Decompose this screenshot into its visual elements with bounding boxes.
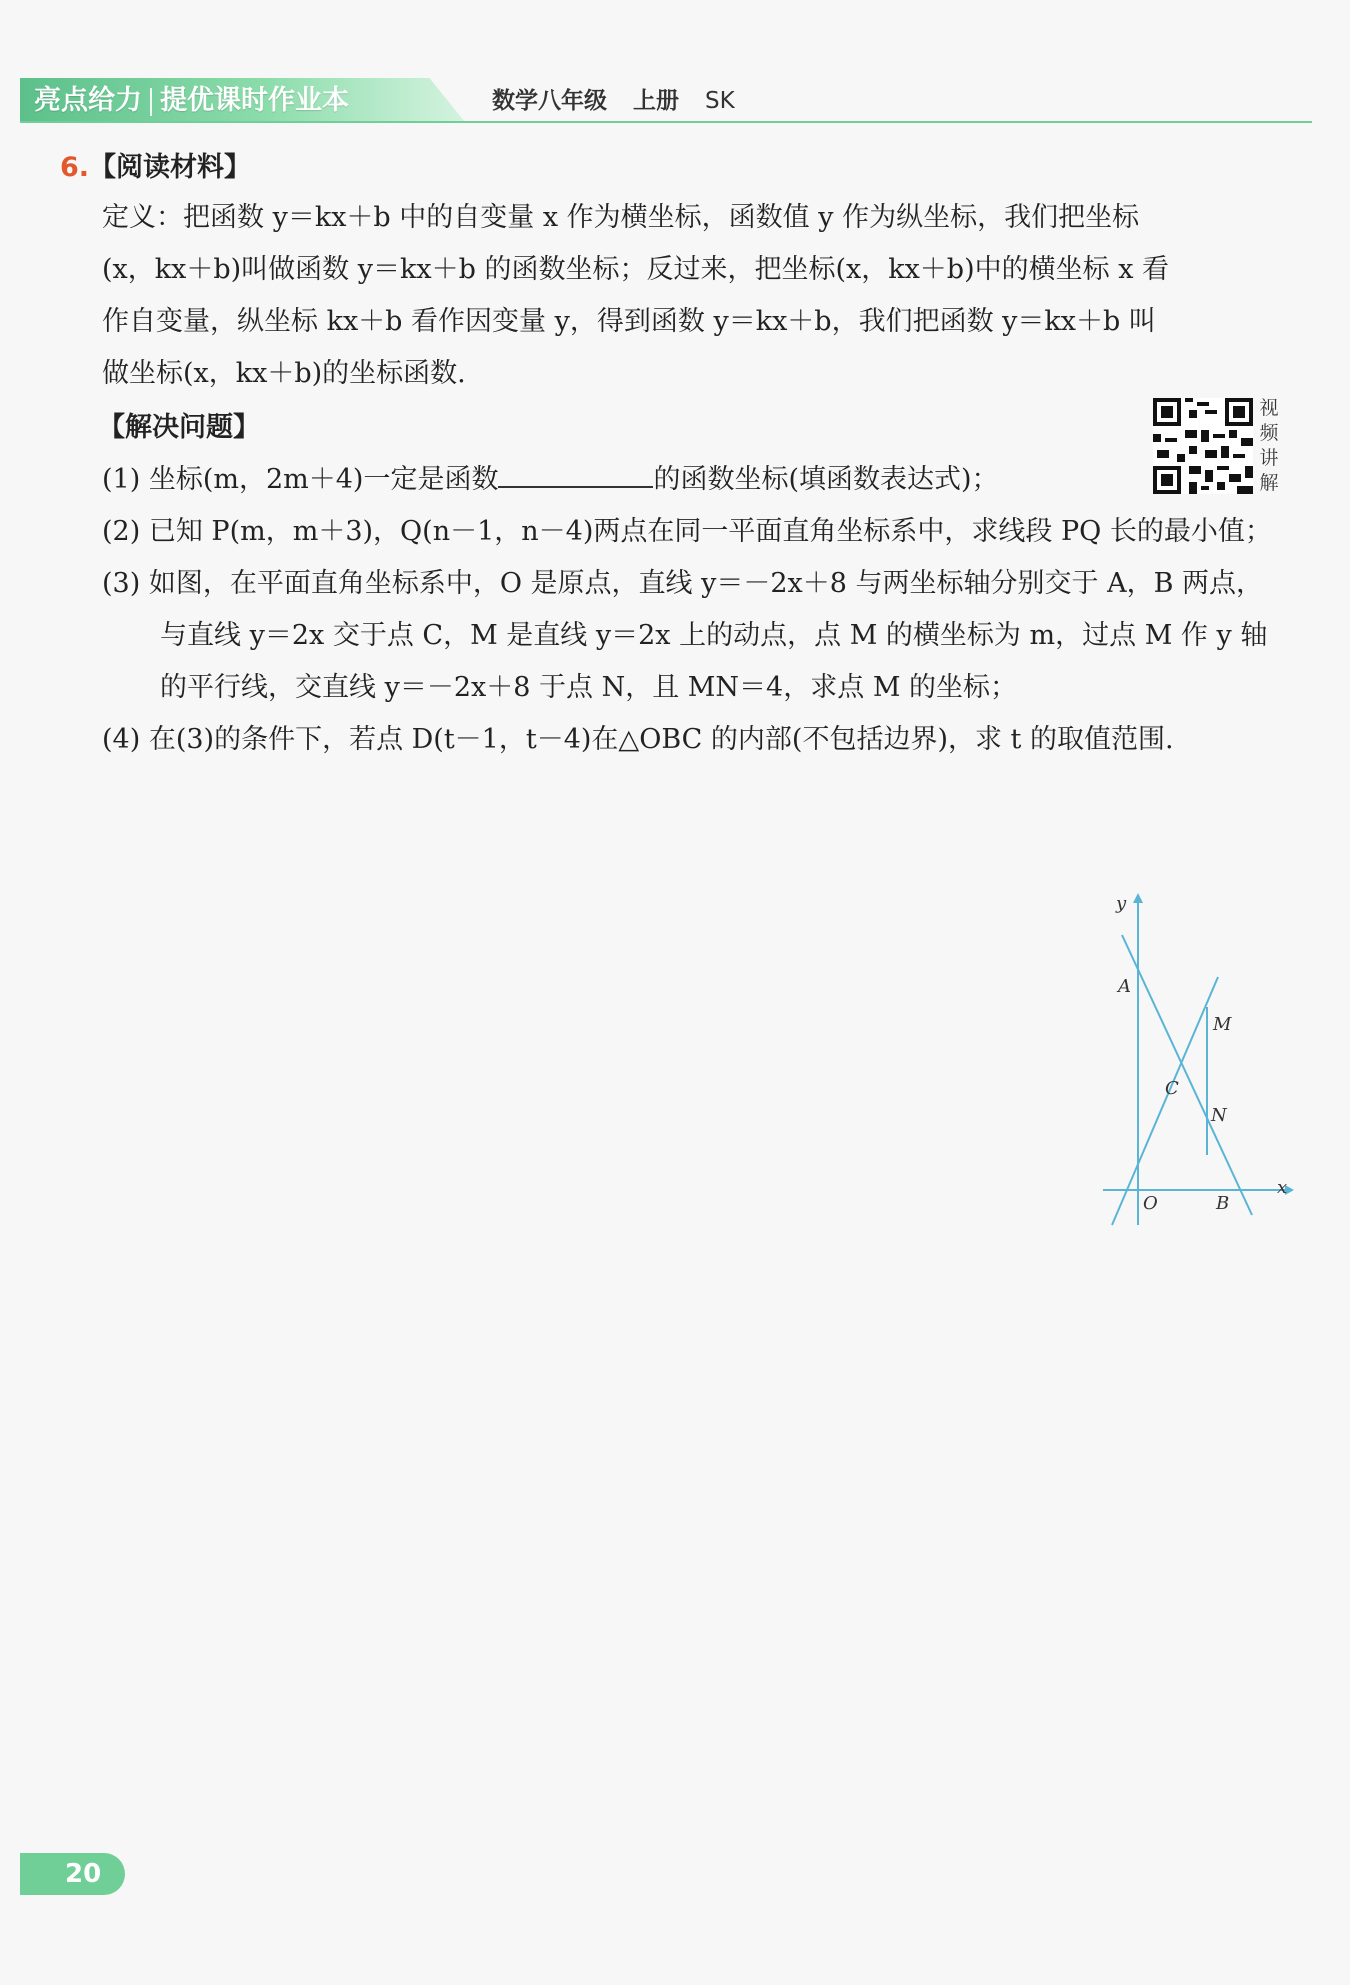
brand-separator (150, 88, 152, 116)
definition-line: (x，kx＋b)叫做函数 y＝kx＋b 的函数坐标；反过来，把坐标(x，kx＋b)中的横坐标 x 看 (102, 254, 1170, 285)
subject-edition: SK (705, 88, 735, 114)
point-label-m: M (1213, 1014, 1232, 1035)
brand-left: 亮点给力 (34, 85, 142, 116)
question-title: 【阅读材料】 (89, 152, 252, 183)
definition-line: 做坐标(x，kx＋b)的坐标函数. (102, 358, 466, 389)
subject-volume: 上册 (633, 88, 679, 114)
point-label-c: C (1165, 1078, 1179, 1099)
solve-heading: 【解决问题】 (98, 412, 260, 443)
subquestion-1-tail: 的函数坐标(填函数表达式)； (653, 464, 999, 495)
point-label-b: B (1216, 1193, 1230, 1214)
definition-line: 作自变量，纵坐标 kx＋b 看作因变量 y，得到函数 y＝kx＋b，我们把函数 y＝kx＋b 叫 (102, 306, 1156, 337)
qr-label-char: 讲 (1259, 447, 1279, 469)
subquestion-2: (2) 已知 P(m，m＋3)，Q(n－1，n－4)两点在同一平面直角坐标系中，求线段 PQ 长的最小值； (102, 516, 1272, 547)
question-content (60, 148, 1285, 766)
video-explain-label (1256, 396, 1282, 496)
qr-label-char: 视 (1259, 397, 1279, 419)
qr-code-icon[interactable] (1153, 398, 1253, 494)
subquestion-4: (4) 在(3)的条件下，若点 D(t－1，t－4)在△OBC 的内部(不包括边界)，求 t 的取值范围. (102, 724, 1174, 755)
subquestion-3: (3) 如图，在平面直角坐标系中，O 是原点，直线 y＝－2x＋8 与两坐标轴分别交于 A，B 两点，与直线 y＝2x 交于点 C，M 是直线 y＝2x 上的动点，点 M 的横坐标为 m，过点 M 作 y 轴的平行线，交直线 y＝－2x＋8 于点 N，且 MN＝4，求点 M 的坐标； (102, 568, 1268, 703)
page-number: 20 (20, 1853, 125, 1895)
point-label-n: N (1211, 1105, 1227, 1126)
subquestion-1 (102, 454, 1285, 506)
question-heading (60, 148, 1285, 188)
subject-grade: 数学八年级 (492, 88, 607, 114)
qr-label-char: 频 (1259, 422, 1279, 444)
answer-blank[interactable] (498, 458, 653, 488)
line-y-2x (1112, 977, 1218, 1225)
point-label-o: O (1143, 1193, 1158, 1214)
header-rule (20, 121, 1312, 123)
definition-line: 定义：把函数 y＝kx＋b 中的自变量 x 作为横坐标，函数值 y 作为纵坐标，我们把坐标 (102, 202, 1140, 233)
question-number: 6. (60, 152, 90, 183)
axis-label-x: x (1277, 1177, 1288, 1198)
coordinate-figure (1100, 875, 1300, 1230)
qr-label-char: 解 (1259, 472, 1279, 494)
y-axis-arrow (1133, 893, 1143, 903)
subject-info (492, 82, 761, 120)
definition-paragraph (102, 192, 1285, 400)
brand-title (34, 82, 349, 120)
subquestion-1-text: (1) 坐标(m，2m＋4)一定是函数 (102, 464, 499, 495)
line-y-neg2x-plus-8 (1122, 935, 1252, 1215)
axis-label-y: y (1116, 893, 1127, 914)
brand-right: 提优课时作业本 (160, 85, 349, 116)
point-label-a: A (1118, 976, 1131, 997)
